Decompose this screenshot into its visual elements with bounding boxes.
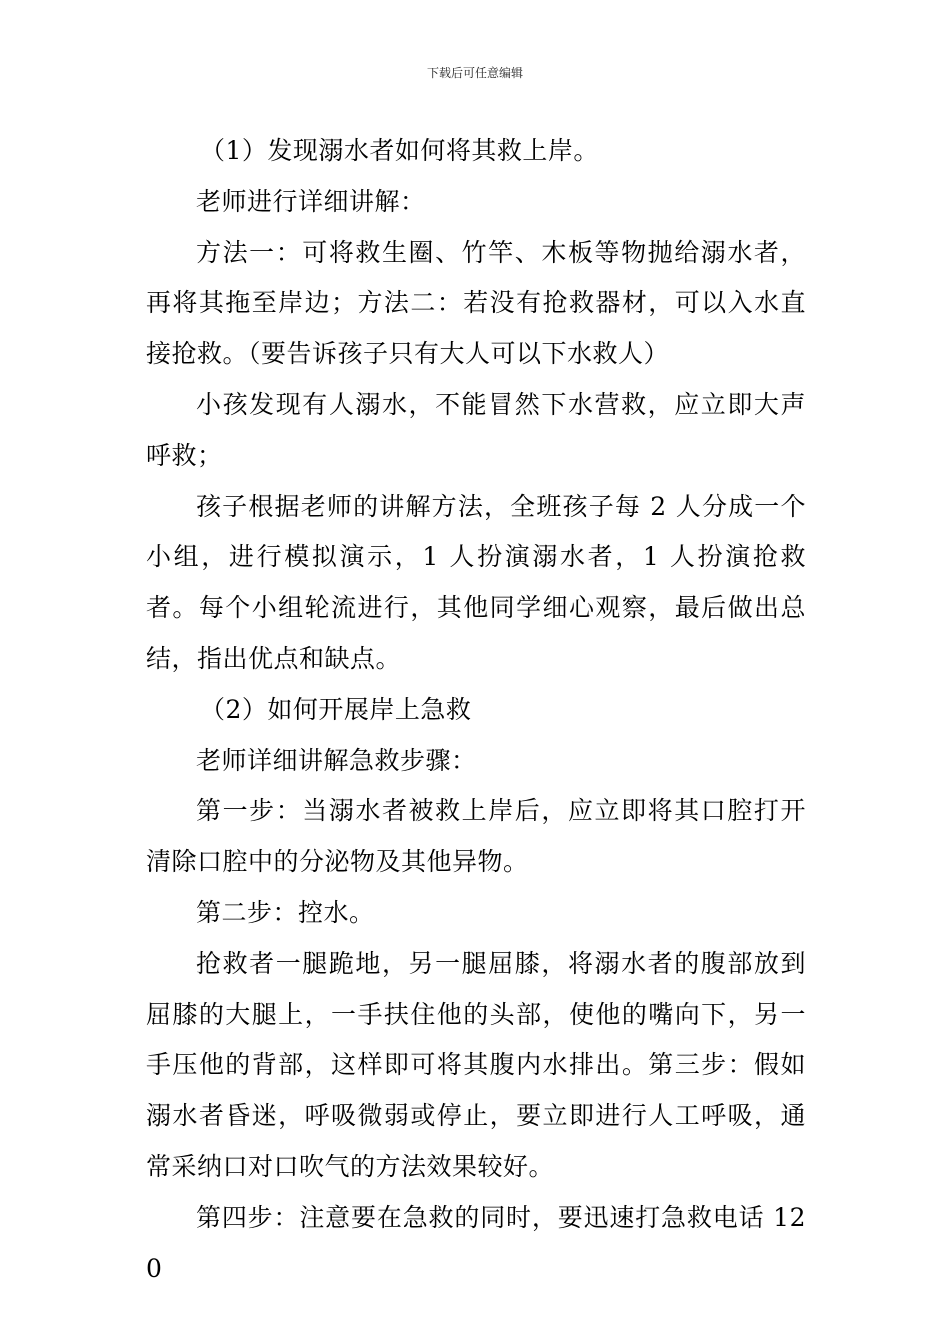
paragraph-drain-water-and-breathing: 抢救者一腿跪地，另一腿屈膝，将溺水者的腹部放到屈膝的大腿上，一手扶住他的头部，使他的嘴向下，另一手压他的背部，这样即可将其腹内水排出。第三步：假如溺水者昏迷，呼吸微弱或停止，要立即进行人工呼吸，通常采纳口对口吹气的方法效果较好。 xyxy=(146,948,806,1181)
paragraph-rescue-methods: 方法一：可将救生圈、竹竿、木板等物抛给溺水者，再将其拖至岸边；方法二：若没有抢救器材，可以入水直接抢救。（要告诉孩子只有大人可以下水救人） xyxy=(146,237,806,369)
paragraph-step-two: 第二步：控水。 xyxy=(196,897,375,927)
paragraph-step-four: 第四步：注意要在急救的同时，要迅速打急救电话 120 xyxy=(146,1202,806,1283)
paragraph-children-call-for-help: 小孩发现有人溺水，不能冒然下水营救，应立即大声呼救； xyxy=(146,389,806,470)
paragraph-group-simulation: 孩子根据老师的讲解方法，全班孩子每 2 人分成一个小组，进行模拟演示，1 人扮演溺水者，1 人扮演抢救者。每个小组轮流进行，其他同学细心观察，最后做出总结，指出优点和缺点。 xyxy=(146,491,806,673)
paragraph-first-aid-steps-intro: 老师详细讲解急救步骤： xyxy=(196,745,477,775)
page-header-note: 下载后可任意编辑 xyxy=(426,66,523,80)
paragraph-step-one: 第一步：当溺水者被救上岸后，应立即将其口腔打开清除口腔中的分泌物及其他异物。 xyxy=(146,796,806,877)
section-heading-rescue-to-shore: （1）发现溺水者如何将其救上岸。 xyxy=(200,136,599,165)
document-body xyxy=(146,126,806,1294)
paragraph-teacher-explains: 老师进行详细讲解： xyxy=(196,186,426,216)
section-heading-shore-first-aid: （2）如何开展岸上急救 xyxy=(200,694,472,724)
